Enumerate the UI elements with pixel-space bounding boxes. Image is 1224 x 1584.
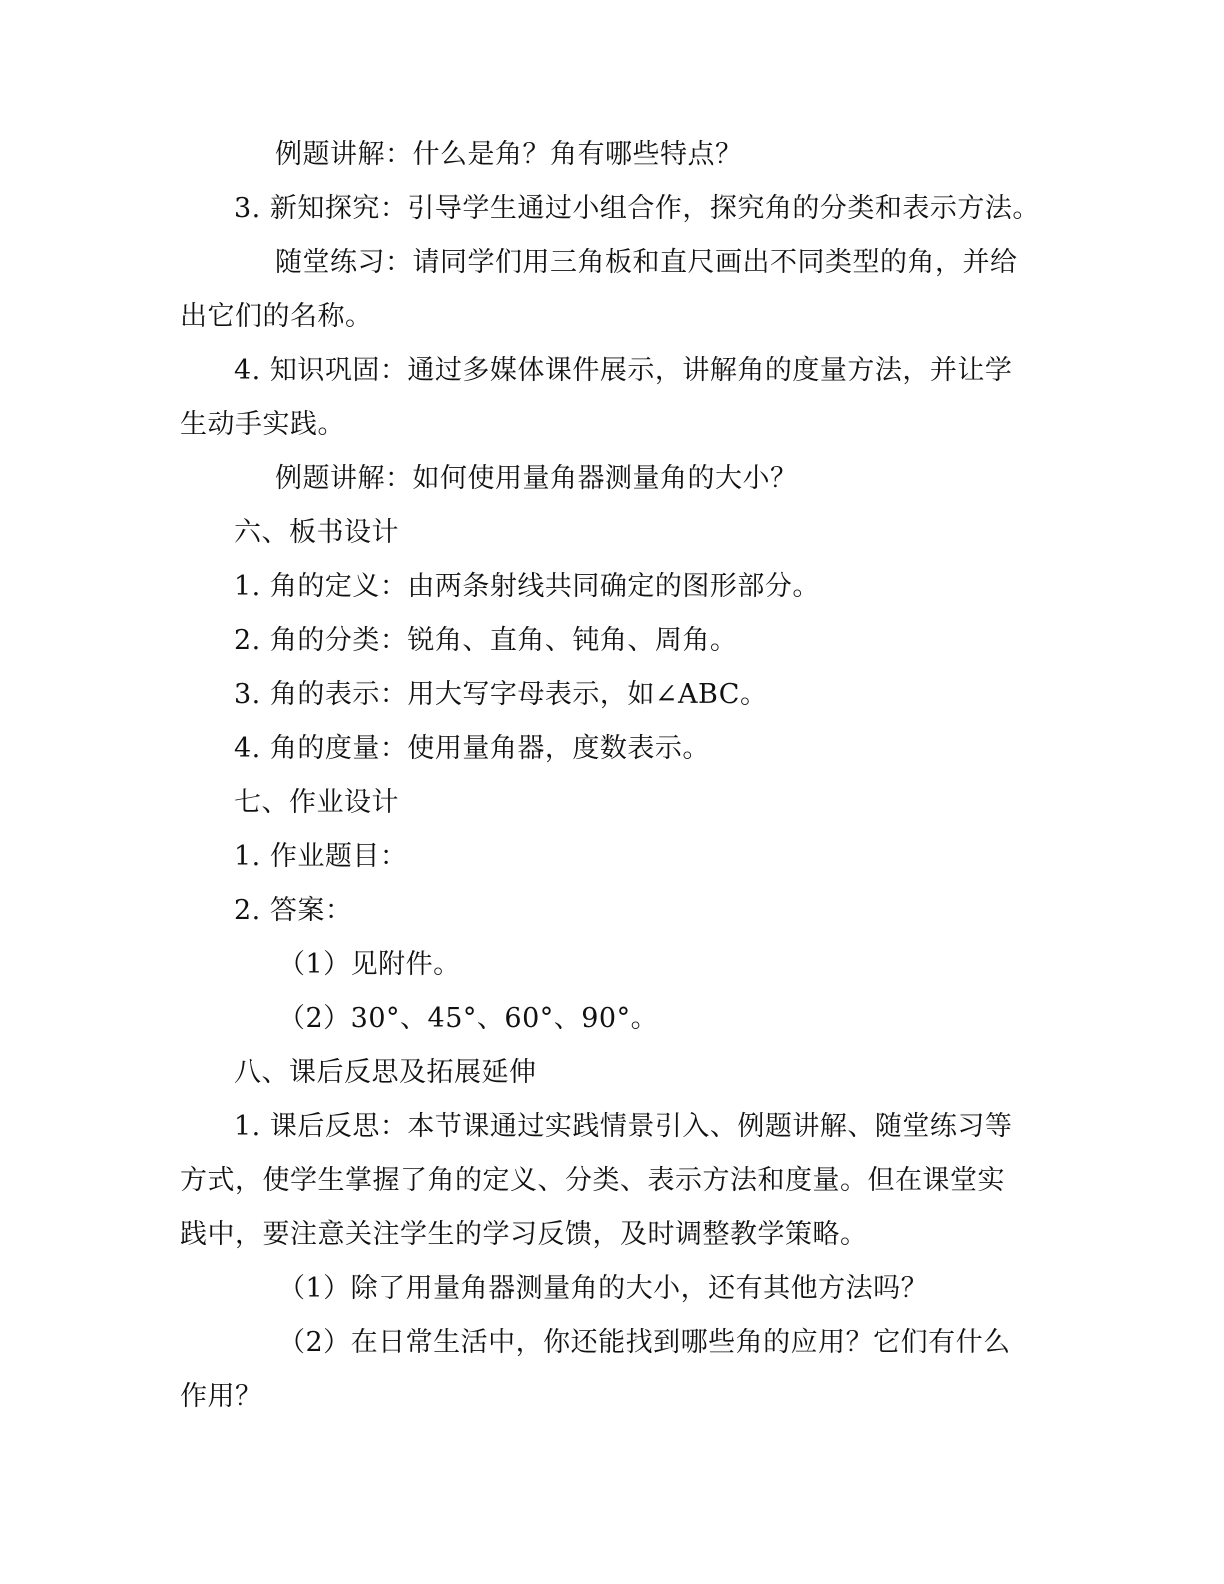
answer-1: （1）见附件。: [278, 949, 461, 980]
section-heading-6: 六、板书设计: [234, 517, 399, 548]
board-item-2: 2. 角的分类：锐角、直角、钝角、周角。: [234, 625, 738, 656]
extension-question-2: （2）在日常生活中，你还能找到哪些角的应用？它们有什么: [278, 1327, 1011, 1358]
board-item-3: 3. 角的表示：用大写字母表示，如∠ABC。: [234, 679, 768, 710]
extension-question-2-cont: 作用？: [180, 1381, 263, 1412]
step-3-line: 3. 新知探究：引导学生通过小组合作，探究角的分类和表示方法。: [234, 193, 1040, 224]
reflection-line-3: 践中，要注意关注学生的学习反馈，及时调整教学策略。: [180, 1219, 868, 1250]
homework-item-2: 2. 答案：: [234, 895, 353, 926]
section-heading-8: 八、课后反思及拓展延伸: [234, 1057, 537, 1088]
board-item-1: 1. 角的定义：由两条射线共同确定的图形部分。: [234, 571, 820, 602]
section-heading-7: 七、作业设计: [234, 787, 399, 818]
step-4-line-cont: 生动手实践。: [180, 409, 345, 440]
answer-2: （2）30°、45°、60°、90°。: [278, 1003, 659, 1034]
example-line-1: 例题讲解：什么是角？角有哪些特点？: [275, 139, 743, 170]
example-line-2: 例题讲解：如何使用量角器测量角的大小？: [275, 463, 798, 494]
reflection-line-1: 1. 课后反思：本节课通过实践情景引入、例题讲解、随堂练习等: [234, 1111, 1013, 1142]
practice-line-cont: 出它们的名称。: [180, 301, 373, 332]
reflection-line-2: 方式，使学生掌握了角的定义、分类、表示方法和度量。但在课堂实: [180, 1165, 1005, 1196]
extension-question-1: （1）除了用量角器测量角的大小，还有其他方法吗？: [278, 1273, 929, 1304]
practice-line: 随堂练习：请同学们用三角板和直尺画出不同类型的角，并给: [275, 247, 1018, 278]
homework-item-1: 1. 作业题目：: [234, 841, 408, 872]
board-item-4: 4. 角的度量：使用量角器，度数表示。: [234, 733, 710, 764]
step-4-line: 4. 知识巩固：通过多媒体课件展示，讲解角的度量方法，并让学: [234, 355, 1013, 386]
